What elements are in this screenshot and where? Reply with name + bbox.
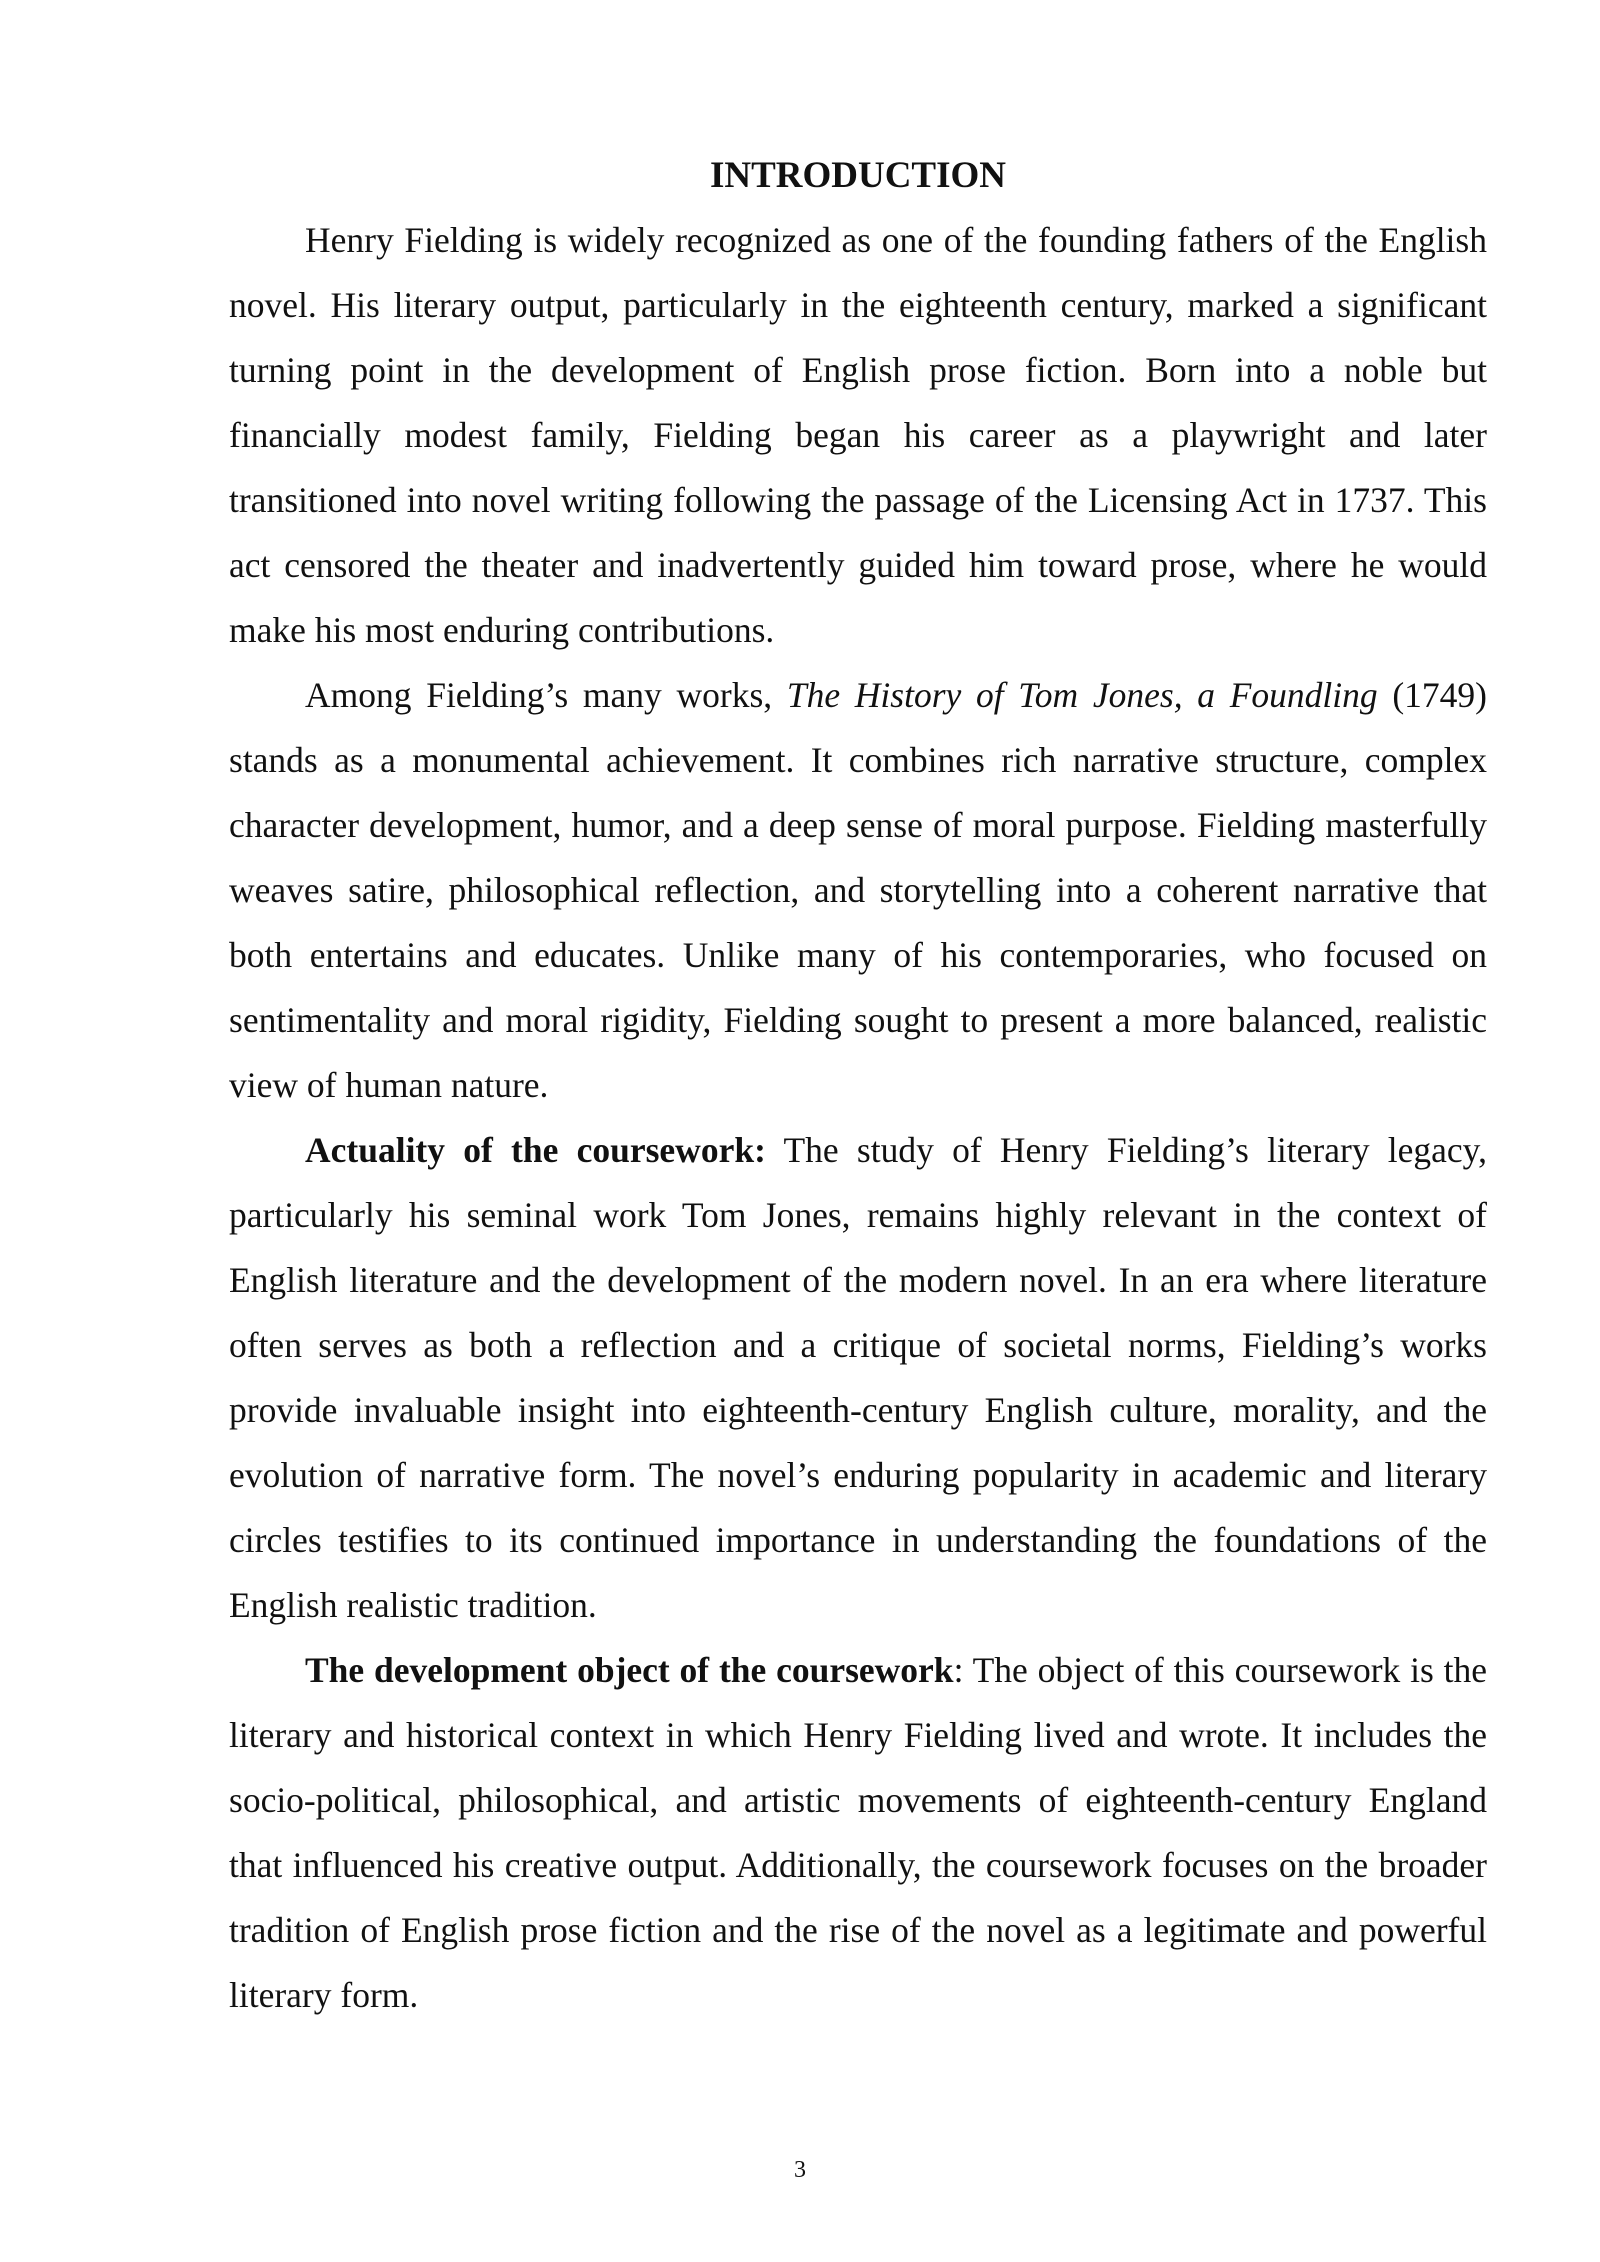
page-title: INTRODUCTION	[709, 155, 1007, 196]
paragraph-text-after: (1749) stands as a monumental achievement. It combines rich narrative structure, complex character development, humor, and a deep sense of moral purpose. Fielding masterfully weaves satire, philosophical reflection, and storytelling into a coherent narrative that both entertains and educates. Unlike many of his contemporaries, who focused on sentimentality and moral rigidity, Fielding sought to present a more balanced, realistic view of human nature.	[229, 675, 1487, 1105]
paragraph-tom-jones	[229, 663, 1487, 1118]
document-body	[229, 208, 1487, 2028]
section-label-actuality: Actuality of the coursework:	[305, 1130, 766, 1170]
paragraph-text: The study of Henry Fielding’s literary legacy, particularly his seminal work Tom Jones, remains highly relevant in the context of English literature and the development of the modern novel. In an era where literature often serves as both a reflection and a critique of societal norms, Fielding’s works provide invaluable insight into eighteenth-century English culture, morality, and the evolution of narrative form. The novel’s enduring popularity in academic and literary circles testifies to its continued importance in understanding the foundations of the English realistic tradition.	[229, 1130, 1488, 1625]
paragraph-development-object	[229, 1638, 1487, 2028]
section-label-development-object: The development object of the coursework	[305, 1650, 954, 1690]
paragraph-text: Henry Fielding is widely recognized as one of the founding fathers of the English novel. His literary output, particularly in the eighteenth century, marked a significant turning point in the development of English prose fiction. Born into a noble but financially modest family, Fielding began his career as a playwright and later transitioned into novel writing following the passage of the Licensing Act in 1737. This act censored the theater and inadvertently guided him toward prose, where he would make his most enduring contributions.	[229, 220, 1487, 650]
paragraph-text: : The object of this coursework is the literary and historical context in which Henry Fielding lived and wrote. It includes the socio-political, philosophical, and artistic movements of eighteenth-century England that influenced his creative output. Additionally, the coursework focuses on the broader tradition of English prose fiction and the rise of the novel as a legitimate and powerful literary form.	[229, 1650, 1487, 2015]
paragraph-text-before: Among Fielding’s many works,	[305, 675, 787, 715]
page-number: 3	[794, 2157, 806, 2183]
paragraph-intro	[229, 208, 1487, 663]
paragraph-actuality	[229, 1118, 1487, 1638]
book-title: The History of Tom Jones, a Foundling	[786, 675, 1378, 715]
